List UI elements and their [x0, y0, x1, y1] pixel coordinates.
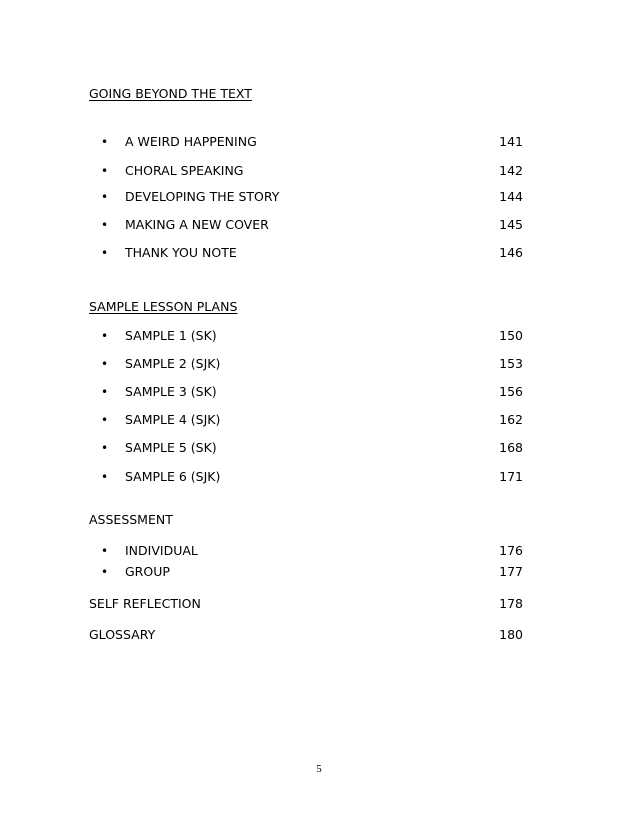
bullet-icon: • [101, 357, 109, 371]
toc-item-label: INDIVIDUAL [125, 543, 198, 558]
toc-item-page: 178 [499, 596, 523, 611]
bullet-icon: • [101, 218, 109, 232]
toc-item-label: MAKING A NEW COVER [125, 217, 269, 232]
toc-item-label: SAMPLE 1 (SK) [125, 328, 217, 343]
toc-item-page: 142 [499, 163, 523, 178]
toc-item-label: GROUP [125, 564, 170, 579]
toc-item-label: SAMPLE 3 (SK) [125, 384, 217, 399]
bullet-icon: • [101, 135, 109, 149]
toc-item-page: 156 [499, 384, 523, 399]
toc-item-page: 150 [499, 328, 523, 343]
section-title-self-reflection: SELF REFLECTION [89, 596, 201, 611]
toc-item-label: SAMPLE 5 (SK) [125, 440, 217, 455]
toc-item-page: 171 [499, 469, 523, 484]
bullet-icon: • [101, 329, 109, 343]
bullet-icon: • [101, 385, 109, 399]
toc-item-label: THANK YOU NOTE [125, 245, 237, 260]
bullet-icon: • [101, 470, 109, 484]
toc-item-label: SAMPLE 4 (SJK) [125, 412, 221, 427]
bullet-icon: • [101, 246, 109, 260]
toc-item-page: 176 [499, 543, 523, 558]
section-title-sample-plans: SAMPLE LESSON PLANS [89, 299, 238, 314]
toc-item-page: 162 [499, 412, 523, 427]
bullet-icon: • [101, 164, 109, 178]
toc-item-page: 168 [499, 440, 523, 455]
toc-item-label: SAMPLE 6 (SJK) [125, 469, 221, 484]
toc-item-label: DEVELOPING THE STORY [125, 189, 280, 204]
bullet-icon: • [101, 565, 109, 579]
section-title-going-beyond: GOING BEYOND THE TEXT [89, 86, 252, 101]
toc-item-page: 145 [499, 217, 523, 232]
bullet-icon: • [101, 544, 109, 558]
toc-item-page: 177 [499, 564, 523, 579]
toc-item-page: 144 [499, 189, 523, 204]
section-title-glossary: GLOSSARY [89, 627, 156, 642]
bullet-icon: • [101, 190, 109, 204]
section-title-assessment: ASSESSMENT [89, 512, 173, 527]
toc-item-label: SAMPLE 2 (SJK) [125, 356, 221, 371]
toc-item-page: 146 [499, 245, 523, 260]
toc-item-label: A WEIRD HAPPENING [125, 134, 257, 149]
toc-item-page: 180 [499, 627, 523, 642]
toc-item-label: CHORAL SPEAKING [125, 163, 244, 178]
bullet-icon: • [101, 441, 109, 455]
toc-item-page: 141 [499, 134, 523, 149]
toc-item-page: 153 [499, 356, 523, 371]
page-number: 5 [316, 763, 322, 775]
bullet-icon: • [101, 413, 109, 427]
